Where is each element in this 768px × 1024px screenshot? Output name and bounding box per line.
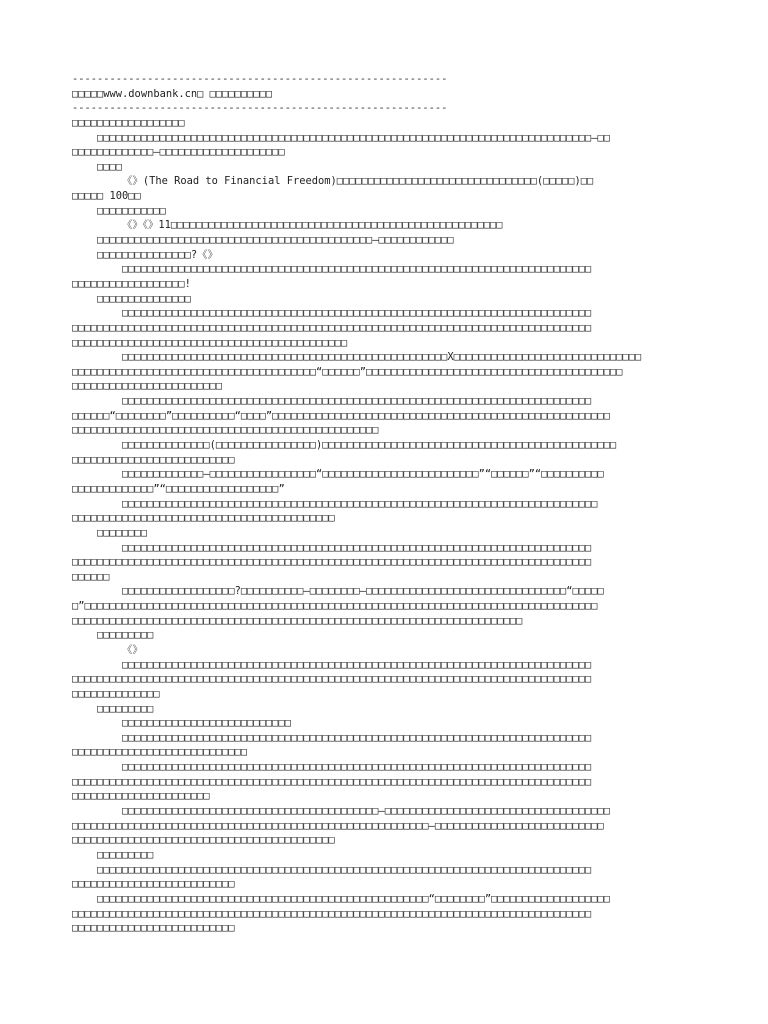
text-line: □□□□□□□□□□□□□□□□□□□□□□□□□□□□□□□□□□□□□□□□□□□□□□□□□□□□□□□□□□□□□□□□□□□□□□□□□□□ xyxy=(72,761,592,774)
text-line: □□□□□□□□□ xyxy=(72,629,154,642)
text-line: □□□□□□□□□□□□□□□□□□□□□□□□□□□□□□□□□□□□□□□□□□□□□□□□□□□□□□□□□□□□□□□□□□□□□□□□□□□□□□□□□□□ xyxy=(72,321,592,334)
text-line: □□□□□□□□□□□□□□(□□□□□□□□□□□□□□□□)□□□□□□□□□□□□□□□□□□□□□□□□□□□□□□□□□□□□□□□□□□□□□□□ xyxy=(72,439,617,452)
text-line: □□□□□□□□□□□□□□□□□□□□□□□□□□□□□□□□□□□□□□□□□□□□□□□□□□□□□□□□□□□□□□□□□□□□□□□□□□□ xyxy=(72,731,592,744)
text-line: □□□□□□□□□□□□□□□□□□□□□□□□□□□□□□□□□□□□□□□□□□□□ xyxy=(72,336,348,349)
text-line: □□□□□□□□□□□□□□□□□□□□□□□□□□□□□□□□□□□□□□□□□□ xyxy=(72,512,335,525)
text-line: □□□□□□□□□□□□□□□□□□□□□□□□□□□□□□□□□□□□□□□□□□□□□□□□□□□□□□□□□□□□□□□□□□□□□□□□□□□□□□□—□□ xyxy=(72,131,610,144)
text-line: □□□□□□□□□□□□□□□□□□□□□□□□ xyxy=(72,380,223,393)
text-line: □□□□□□□□□□□□□□□□□□□□□□□□□□□□□□□□□□□□□□□□□□□□—□□□□□□□□□□□□ xyxy=(72,234,454,247)
text-line: □□□□□□□□□□□□□□□□□□□□□□□□□□ xyxy=(72,453,235,466)
text-line: □□□□□□□□□ xyxy=(72,848,154,861)
text-line: □□□□□□□□□ xyxy=(72,702,154,715)
text-line: □□□□ xyxy=(72,160,123,173)
text-line: □□□□□ 100□□ xyxy=(72,190,141,203)
text-line: □□□□□□□□ xyxy=(72,526,148,539)
text-line: □□□□□□□□□□□□□□□□□□□□□□□□□□□□□□□□□□□□□□□□□□□□□□□□□□□□□□□□□□□□□□□□□□□□□□□□□□□ xyxy=(72,541,592,554)
text-line: □□□□□□□□□□□□□□□□□□?□□□□□□□□□□—□□□□□□□□—□□□□□□□□□□□□□□□□□□□□□□□□□□□□□□□□“□□□□□ xyxy=(72,585,604,598)
text-line: □□□□□□□□□□□□□□□□□□□□□□□□□□□□□□□□□□□□□□□□□□□□□□□□□□□□□□□□□—□□□□□□□□□□□□□□□□□□□□□□□□□□□ xyxy=(72,819,604,832)
text-line: □□□□□www.downbank.cn□ □□□□□□□□□□ xyxy=(72,87,273,100)
text-line: □□□□□□□□□□□□□□□□□□□□□□□□□□□□ xyxy=(72,746,248,759)
text-line: □□□□□□□□□□□□□□□□□□□□□□□□□□□□□□□□□□□□□□□□□□□□□□□□□□□□□□□□□□□□□□□□□□□□□□□□□□□□□□□□□□□ xyxy=(72,907,592,920)
text-line: 《》(The Road to Financial Freedom)□□□□□□□□□□□□□□□□□□□□□□□□□□□□□□□□(□□□□□)□□ xyxy=(72,175,594,188)
text-line: □□□□□□□□□□□□□□□□□□□□□□□□□□□□□□□□□□□□□□□□□□□□□□□□□□□□X□□□□□□□□□□□□□□□□□□□□□□□□□□□□□□ xyxy=(72,351,642,364)
text-line: □□□□□□□□□□□□□□□□□□□□□□□□□□□□□□□□□□□□□□□□□□□□□□□□□□□□□□□□□□□□□□□□□□□□□□□□ xyxy=(72,614,523,627)
document-body xyxy=(72,72,712,936)
text-line: □□□□□□□□□□□□□□□□□□□□□□□□□□□□□□□□□□□□□□□“□□□□□□”□□□□□□□□□□□□□□□□□□□□□□□□□□□□□□□□□□□□□□□□□ xyxy=(72,365,623,378)
text-line: □□□□□□□□□□□□□□□□□□□□□□□□□□□□□□□□□□□□□□□□□□□□□□□□□□□□□□□□□□□□□□□□□□□□□□□□□□□□ xyxy=(72,497,598,510)
text-line: □□□□□□□□□□□□□□ xyxy=(72,687,160,700)
text-line: □□□□□□□□□□□□□—□□□□□□□□□□□□□□□□□“□□□□□□□□□□□□□□□□□□□□□□□□□”“□□□□□□”“□□□□□□□□□□ xyxy=(72,468,604,481)
text-line: □□□□□□□□□□□□□□□□□□□□□□□□□□ xyxy=(72,878,235,891)
text-line: □□□□□□□□□□□□□□□□□□□□□□□□□□□□□□□□□□□□□□□□□□□□□□□□□□□□□“□□□□□□□□”□□□□□□□□□□□□□□□□□□□ xyxy=(72,892,610,905)
text-line: □□□□□□“□□□□□□□□”□□□□□□□□□□“□□□□”□□□□□□□□□□□□□□□□□□□□□□□□□□□□□□□□□□□□□□□□□□□□□□□□□□□□□□ xyxy=(72,409,610,422)
text-line: □□□□□□□□□□□□□□□□□□□□□□□□□□□□□□□□□□□□□□□□□□□□□□□□□□□□□□□□□□□□□□□□□□□□□□□□□□□ xyxy=(72,263,592,276)
text-line: □”□□□□□□□□□□□□□□□□□□□□□□□□□□□□□□□□□□□□□□□□□□□□□□□□□□□□□□□□□□□□□□□□□□□□□□□□□□□□□□□□□□ xyxy=(72,600,598,613)
text-line: □□□□□□□□□□□□□□□□□□□□□□□□□□□□□□□□□□□□□□□□□□□□□□□□□□□□□□□□□□□□□□□□□□□□□□□□□□□□□□□□□□□ xyxy=(72,556,592,569)
text-line: □□□□□□□□□□□□□”“□□□□□□□□□□□□□□□□□□” xyxy=(72,482,285,495)
text-line: □□□□□□ xyxy=(72,570,110,583)
text-line: □□□□□□□□□□□□□□□□□□ xyxy=(72,116,185,129)
text-line: □□□□□□□□□□□ xyxy=(72,204,166,217)
text-line: □□□□□□□□□□□□□□□□□□□□□□□□□□□□□□□□□□□□□□□□□□□□□□□□□□□□□□□□□□□□□□□□□□□□□□□□□□□□□□□□□□□ xyxy=(72,673,592,686)
text-line: □□□□□□□□□□□□□□□□□□□□□□□□□□□□□□□□□□□□□□□□□□□□□□□□□□□□□□□□□□□□□□□□□□□□□□□□□□□ xyxy=(72,307,592,320)
text-line: □□□□□□□□□□□□□□□□□□□□□□□□□□□□□□□□□□□□□□□□□□□□□□□□□ xyxy=(72,424,379,437)
text-line: □□□□□□□□□□□□□□□□□□□□□□□□□□□□□□□□□□□□□□□□□□□□□□□□□□□□□□□□□□□□□□□□□□□□□□□□□□□ xyxy=(72,658,592,671)
text-line: □□□□□□□□□□□□□□□□□□□□□□□□□□□□□□□□□□□□□□□□□□ xyxy=(72,834,335,847)
text-line: □□□□□□□□□□□□□□□□□□□□□□□□□□□ xyxy=(72,717,291,730)
text-line: □□□□□□□□□□□□□□□□□□□□□□□□□□□□□□□□□□□□□□□□□□□□□□□□□□□□□□□□□□□□□□□□□□□□□□□□□□□□□□□□□□□ xyxy=(72,775,592,788)
text-line: □□□□□□□□□□□□□□□□□□□□□□□□□□□□□□□□□□□□□□□□□□□□□□□□□□□□□□□□□□□□□□□□□□□□□□□□□□□□□□□ xyxy=(72,863,592,876)
separator-line: ------------------------------------------------------------ xyxy=(72,73,448,85)
text-line: 《》《》11□□□□□□□□□□□□□□□□□□□□□□□□□□□□□□□□□□□□□□□□□□□□□□□□□□□□□ xyxy=(72,219,503,232)
text-line: □□□□□□□□□□□□□□□□□□□□□□ xyxy=(72,790,210,803)
text-line: □□□□□□□□□□□□□□□□□□□□□□□□□□□□□□□□□□□□□□□□□□□□□□□□□□□□□□□□□□□□□□□□□□□□□□□□□□□ xyxy=(72,395,592,408)
text-line: □□□□□□□□□□□□□□□?《》 xyxy=(72,248,218,261)
text-line: □□□□□□□□□□□□□—□□□□□□□□□□□□□□□□□□□□ xyxy=(72,146,285,159)
separator-line: ------------------------------------------------------------ xyxy=(72,102,448,115)
text-line: □□□□□□□□□□□□□□□□□□□□□□□□□□ xyxy=(72,922,235,935)
text-line: □□□□□□□□□□□□□□□□□□! xyxy=(72,277,191,290)
text-line: □□□□□□□□□□□□□□□ xyxy=(72,292,191,305)
text-line: □□□□□□□□□□□□□□□□□□□□□□□□□□□□□□□□□□□□□□□□□—□□□□□□□□□□□□□□□□□□□□□□□□□□□□□□□□□□□□ xyxy=(72,805,610,818)
text-line: 《》 xyxy=(72,643,143,656)
